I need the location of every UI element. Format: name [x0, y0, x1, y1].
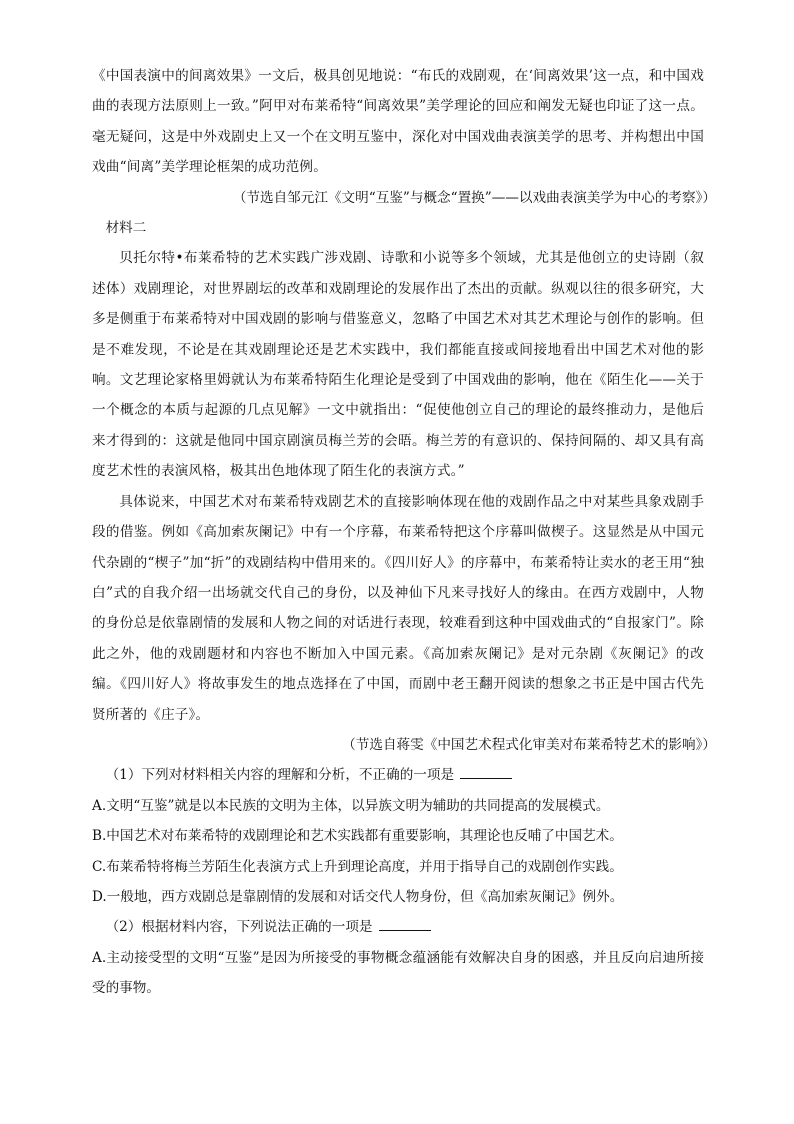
material1-source: （节选自邹元江《文明“互鉴”与概念“置换”——以戏曲表演美学为中心的考察》）: [232, 189, 716, 206]
question-1-stem-text: （1）下列对材料相关内容的理解和分析，不正确的一项是: [105, 767, 455, 784]
question-1-option-a: A.文明“互鉴”就是以本民族的文明为主体，以异族文明为辅助的共同提高的发展模式。: [92, 797, 610, 814]
question-1-option-d: D.一般地，西方戏剧总是靠剧情的发展和对话交代人物身份，但《高加索灰阑记》例外。: [92, 888, 624, 905]
material1-tail-paragraph: 《中国表演中的间离效果》一文后，极具创见地说：“布氏的戏剧观，在‘间离效果’这一点，和中国戏曲的表现方法原则上一致。”阿甲对布莱希特“间离效果”美学理论的回应和阐发无疑也印证了这一点。毫无疑问，这是中外戏剧史上又一个在文明互鉴中，深化对中国戏曲表演美学的思考、并构想出中国戏曲“间离”美学理论框架的成功范例。: [92, 68, 704, 176]
question-1-option-b: B.中国艺术对布莱希特的戏剧理论和艺术实践都有重要影响，其理论也反哺了中国艺术。: [92, 828, 623, 845]
material2-paragraph-2: 具体说来，中国艺术对布莱希特戏剧艺术的直接影响体现在他的戏剧作品之中对某些具象戏剧手段的借鉴。例如《高加索灰阑记》中有一个序幕，布莱希特把这个序幕叫做楔子。这显然是从中国元代杂剧的“楔子”加“折”的戏剧结构中借用来的。《四川好人》的序幕中，布莱希特让卖水的老王用“独白”式的自我介绍一出场就交代自己的身份，以及神仙下凡来寻找好人的缘由。在西方戏剧中，人物的身份总是依靠剧情的发展和人物之间的对话进行表现，较难看到这种中国戏曲式的“自报家门”。除此之外，他的戏剧题材和内容也不断加入中国元素。《高加索灰阑记》是对元杂剧《灰阑记》的改编。《四川好人》将故事发生的地点选择在了中国，而剧中老王翻开阅读的想象之书正是中国古代先贤所著的《庄子》。: [92, 493, 704, 723]
question-2-option-a: A.主动接受型的文明“互鉴”是因为所接受的事物概念蕴涵能有效解决自身的困惑，并且反向启迪所接受的事物。: [92, 949, 704, 997]
material2-source: （节选自蒋雯《中国艺术程式化审美对布莱希特艺术的影响》）: [342, 736, 716, 753]
material2-label: 材料二: [105, 220, 147, 237]
question-2-stem-text: （2）根据材料内容，下列说法正确的一项是: [105, 919, 373, 936]
question-2-stem: [92, 912, 704, 942]
answer-blank-1[interactable]: [460, 765, 512, 779]
question-1-stem: [92, 760, 704, 790]
question-1-option-c: C.布莱希特将梅兰芳陌生化表演方式上升到理论高度，并用于指导自己的戏剧创作实践。: [92, 858, 623, 875]
material2-paragraph-1: 贝托尔特•布莱希特的艺术实践广涉戏剧、诗歌和小说等多个领域，尤其是他创立的史诗剧（叙述体）戏剧理论，对世界剧坛的改革和戏剧理论的发展作出了杰出的贡献。纵观以往的很多研究，大多是侧重于布莱希特对中国戏剧的影响与借鉴意义，忽略了中国艺术对其艺术理论与创作的影响。但是不难发现，不论是在其戏剧理论还是艺术实践中，我们都能直接或间接地看出中国艺术对他的影响。文艺理论家格里姆就认为布莱希特陌生化理论是受到了中国戏曲的影响，他在《陌生化——关于一个概念的本质与起源的几点见解》一文中就指出：“促使他创立自己的理论的最终推动力，是他后来才得到的：这就是他同中国京剧演员梅兰芳的会晤。梅兰芳的有意识的、保持间隔的、却又具有高度艺术性的表演风格，极其出色地体现了陌生化的表演方式。”: [92, 250, 704, 480]
answer-blank-2[interactable]: [379, 917, 431, 931]
